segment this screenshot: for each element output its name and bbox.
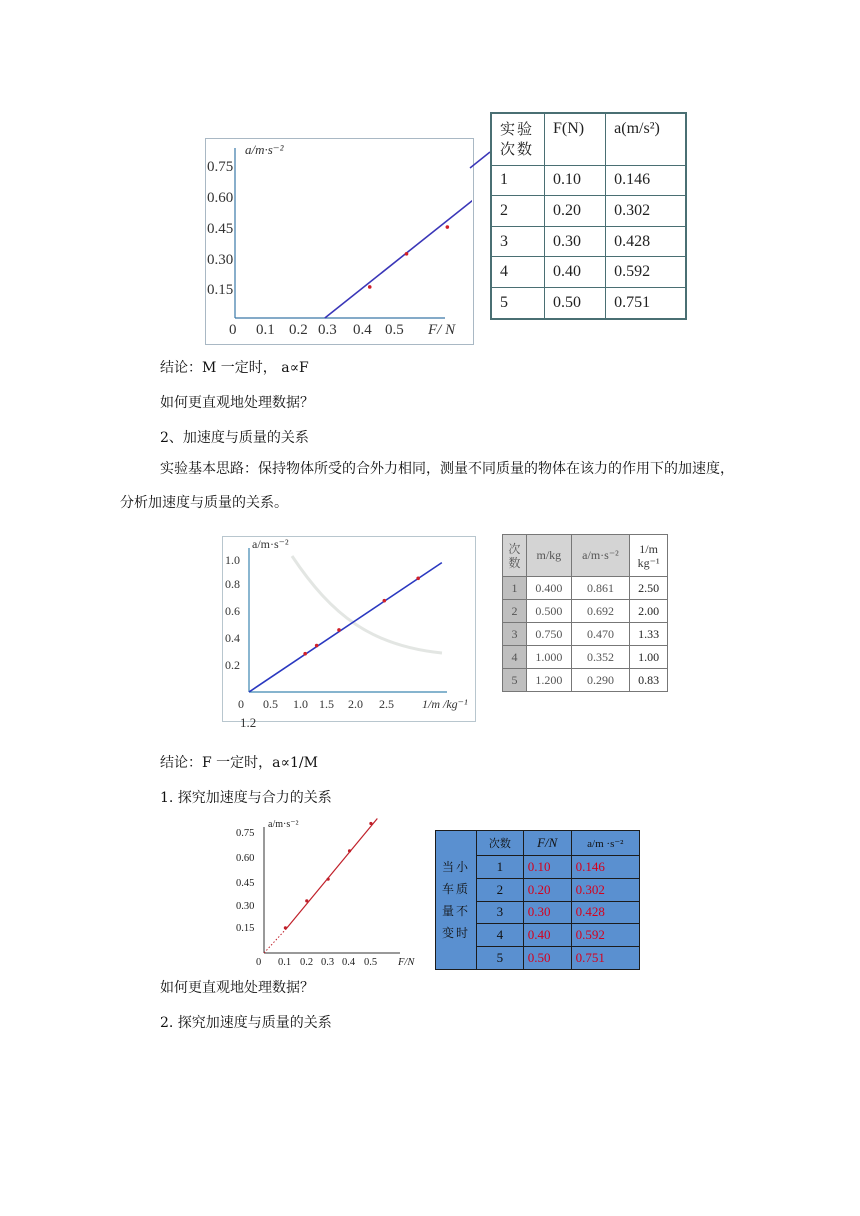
- table3-cell: 0.10: [523, 856, 571, 879]
- table3-cell: 0.428: [571, 901, 639, 924]
- table3: [435, 830, 640, 970]
- table1: [490, 112, 687, 320]
- table-row: [491, 288, 686, 320]
- table1-cell: 0.302: [606, 196, 686, 227]
- chart1-ytick: 0.60: [207, 190, 234, 206]
- chart3-xtick: 0.1: [278, 957, 292, 968]
- chart2-extra-label: 1.2: [240, 715, 257, 730]
- table2-cell: 0.861: [571, 577, 629, 600]
- chart3-ytick: 0.45: [236, 878, 255, 889]
- table1-cell: 0.20: [545, 196, 606, 227]
- table1-cell: 5: [491, 288, 545, 320]
- chart1-ytick: 0.30: [207, 252, 234, 268]
- chart2-faded-curve: [292, 556, 442, 653]
- table-row: [491, 165, 686, 196]
- chart1-ytick: 0.15: [207, 282, 234, 298]
- table1-cell: 3: [491, 226, 545, 257]
- chart2-xtick: 1.0: [293, 697, 308, 711]
- table3-cell: 2: [477, 878, 524, 901]
- table2-cell: 0.692: [571, 600, 629, 623]
- table1-cell: 0.40: [545, 257, 606, 288]
- data-point: [315, 644, 319, 648]
- table2-cell: 2.50: [630, 577, 668, 600]
- chart3: [228, 815, 428, 970]
- chart1-ytick: 0.75: [207, 159, 234, 175]
- chart1-xtick: 0: [229, 322, 237, 338]
- chart3-xtick: 0.4: [342, 957, 356, 968]
- chart3-xtick: 0.2: [300, 957, 314, 968]
- chart1-xtick: 0.3: [318, 322, 337, 338]
- table2-cell: 1.33: [630, 623, 668, 646]
- chart1-x-label: F/ N: [428, 322, 456, 338]
- table1-cell: 0.751: [606, 288, 686, 320]
- table3-cell: 1: [477, 856, 524, 879]
- chart2-ytick: 0.6: [225, 604, 240, 618]
- table2-cell: 0.500: [526, 600, 571, 623]
- table2-header-cell: m/kg: [526, 535, 571, 577]
- table3-side-label-text: 当小车质量不变时: [441, 860, 470, 940]
- table2-header-cell: a/m·s⁻²: [571, 535, 629, 577]
- chart3-y-label: a/m·s⁻²: [268, 819, 299, 830]
- table2-cell: 0.400: [526, 577, 571, 600]
- table-row: [491, 257, 686, 288]
- table1-cell: 2: [491, 196, 545, 227]
- table-row: [503, 577, 668, 600]
- chart2: [222, 536, 482, 736]
- table3-cell: 0.40: [523, 924, 571, 947]
- chart3-ytick: 0.60: [236, 853, 255, 864]
- table2-cell: 1.00: [630, 646, 668, 669]
- data-point: [446, 225, 450, 229]
- data-point: [368, 285, 372, 289]
- table1-cell: 0.146: [606, 165, 686, 196]
- chart3-xtick: 0.3: [321, 957, 335, 968]
- chart1-y-label: a/m·s⁻²: [245, 142, 284, 157]
- table1-cell: 0.428: [606, 226, 686, 257]
- table1-cell: 0.50: [545, 288, 606, 320]
- chart3-ytick: 0.30: [236, 901, 255, 912]
- data-point: [305, 899, 308, 902]
- chart1-xtick: 0.1: [256, 322, 275, 338]
- chart2-xtick: 0.5: [263, 697, 278, 711]
- experiment-paragraph: 实验基本思路：保持物体所受的合外力相同，测量不同质量的物体在该力的作用下的加速度，分析加速度与质量的关系。: [120, 461, 734, 511]
- table-row: [491, 226, 686, 257]
- data-point: [416, 577, 420, 581]
- table2-cell: 2.00: [630, 600, 668, 623]
- chart2-xtick: 0: [238, 697, 244, 711]
- data-point: [303, 652, 307, 656]
- table3-header-cell: F/N: [523, 831, 571, 856]
- table2-cell: 5: [503, 669, 527, 692]
- table2-cell: 1: [503, 577, 527, 600]
- chart2-ytick: 0.8: [225, 577, 240, 591]
- chart2-xtick: 2.5: [379, 697, 394, 711]
- table1-cell: 4: [491, 257, 545, 288]
- table2-cell: 1.000: [526, 646, 571, 669]
- chart1-ytick: 0.45: [207, 221, 234, 237]
- table1-cell: 0.592: [606, 257, 686, 288]
- table2-cell: 0.750: [526, 623, 571, 646]
- chart1: [205, 138, 472, 343]
- table3-side-label: [436, 831, 477, 970]
- conclusion-1: 结论：M 一定时， a∝F: [160, 360, 309, 376]
- table3-cell: 0.30: [523, 901, 571, 924]
- chart2-y-label: a/m·s⁻²: [252, 537, 289, 551]
- table2-cell: 0.470: [571, 623, 629, 646]
- chart2-xtick: 2.0: [348, 697, 363, 711]
- table3-cell: 0.50: [523, 947, 571, 970]
- chart2-ytick: 1.0: [225, 553, 240, 567]
- table1-header-cell: a(m/s²): [606, 113, 686, 165]
- table1-cell: 0.10: [545, 165, 606, 196]
- table3-cell: 0.20: [523, 878, 571, 901]
- fit-line: [285, 818, 377, 929]
- section-2-heading: 2、加速度与质量的关系: [160, 430, 309, 446]
- table2-cell: 3: [503, 623, 527, 646]
- chart3-ytick: 0.15: [236, 923, 255, 934]
- table1-header-cell: F(N): [545, 113, 606, 165]
- table3-cell: 4: [477, 924, 524, 947]
- table1-cell: 1: [491, 165, 545, 196]
- list-item-2: 2. 探究加速度与质量的关系: [160, 1015, 332, 1031]
- chart3-xtick: 0: [256, 957, 262, 968]
- data-point: [369, 822, 372, 825]
- table3-cell: 0.146: [571, 856, 639, 879]
- chart2-xtick: 1.5: [319, 697, 334, 711]
- table2-cell: 1.200: [526, 669, 571, 692]
- table3-header-cell: a/m ·s⁻²: [571, 831, 639, 856]
- fit-line: [325, 152, 472, 318]
- chart2-ytick: 0.4: [225, 631, 240, 645]
- data-point: [383, 599, 387, 603]
- table-row: [503, 646, 668, 669]
- table1-cell: 0.30: [545, 226, 606, 257]
- table2-cell: 4: [503, 646, 527, 669]
- chart1-xtick: 0.2: [289, 322, 308, 338]
- table2: [502, 534, 668, 692]
- table1-header-cell: 实验 次数: [491, 113, 545, 165]
- data-point: [284, 926, 287, 929]
- chart3-xtick: 0.5: [364, 957, 378, 968]
- data-point: [348, 849, 351, 852]
- table-row: [503, 600, 668, 623]
- chart2-x-label: 1/m /kg⁻¹: [422, 697, 468, 711]
- table3-cell: 5: [477, 947, 524, 970]
- conclusion-2: 结论：F 一定时，a∝1/M: [160, 755, 318, 771]
- table2-cell: 0.290: [571, 669, 629, 692]
- table2-cell: 0.352: [571, 646, 629, 669]
- table-row: [503, 623, 668, 646]
- table2-header-cell: 次 数: [503, 535, 527, 577]
- chart2-ytick: 0.2: [225, 658, 240, 672]
- table-row: [503, 669, 668, 692]
- question-2: 如何更直观地处理数据？: [160, 980, 314, 996]
- table3-cell: 0.302: [571, 878, 639, 901]
- question-1: 如何更直观地处理数据？: [160, 395, 314, 411]
- fit-line-extension: [264, 930, 285, 953]
- table2-header-cell: 1/m kg⁻¹: [630, 535, 668, 577]
- chart3-x-label: F/N: [398, 957, 415, 968]
- chart1-connector: [468, 150, 492, 170]
- table3-cell: 0.592: [571, 924, 639, 947]
- table3-header-cell: 次数: [477, 831, 524, 856]
- chart1-xtick: 0.4: [353, 322, 372, 338]
- data-point: [327, 878, 330, 881]
- list-item-1: 1. 探究加速度与合力的关系: [160, 790, 332, 806]
- data-point: [405, 252, 409, 256]
- chart1-xtick: 0.5: [385, 322, 404, 338]
- data-point: [337, 628, 341, 632]
- table-row: [491, 196, 686, 227]
- table2-cell: 2: [503, 600, 527, 623]
- table3-cell: 3: [477, 901, 524, 924]
- table3-cell: 0.751: [571, 947, 639, 970]
- table2-cell: 0.83: [630, 669, 668, 692]
- fit-line: [249, 563, 442, 692]
- chart3-ytick: 0.75: [236, 828, 255, 839]
